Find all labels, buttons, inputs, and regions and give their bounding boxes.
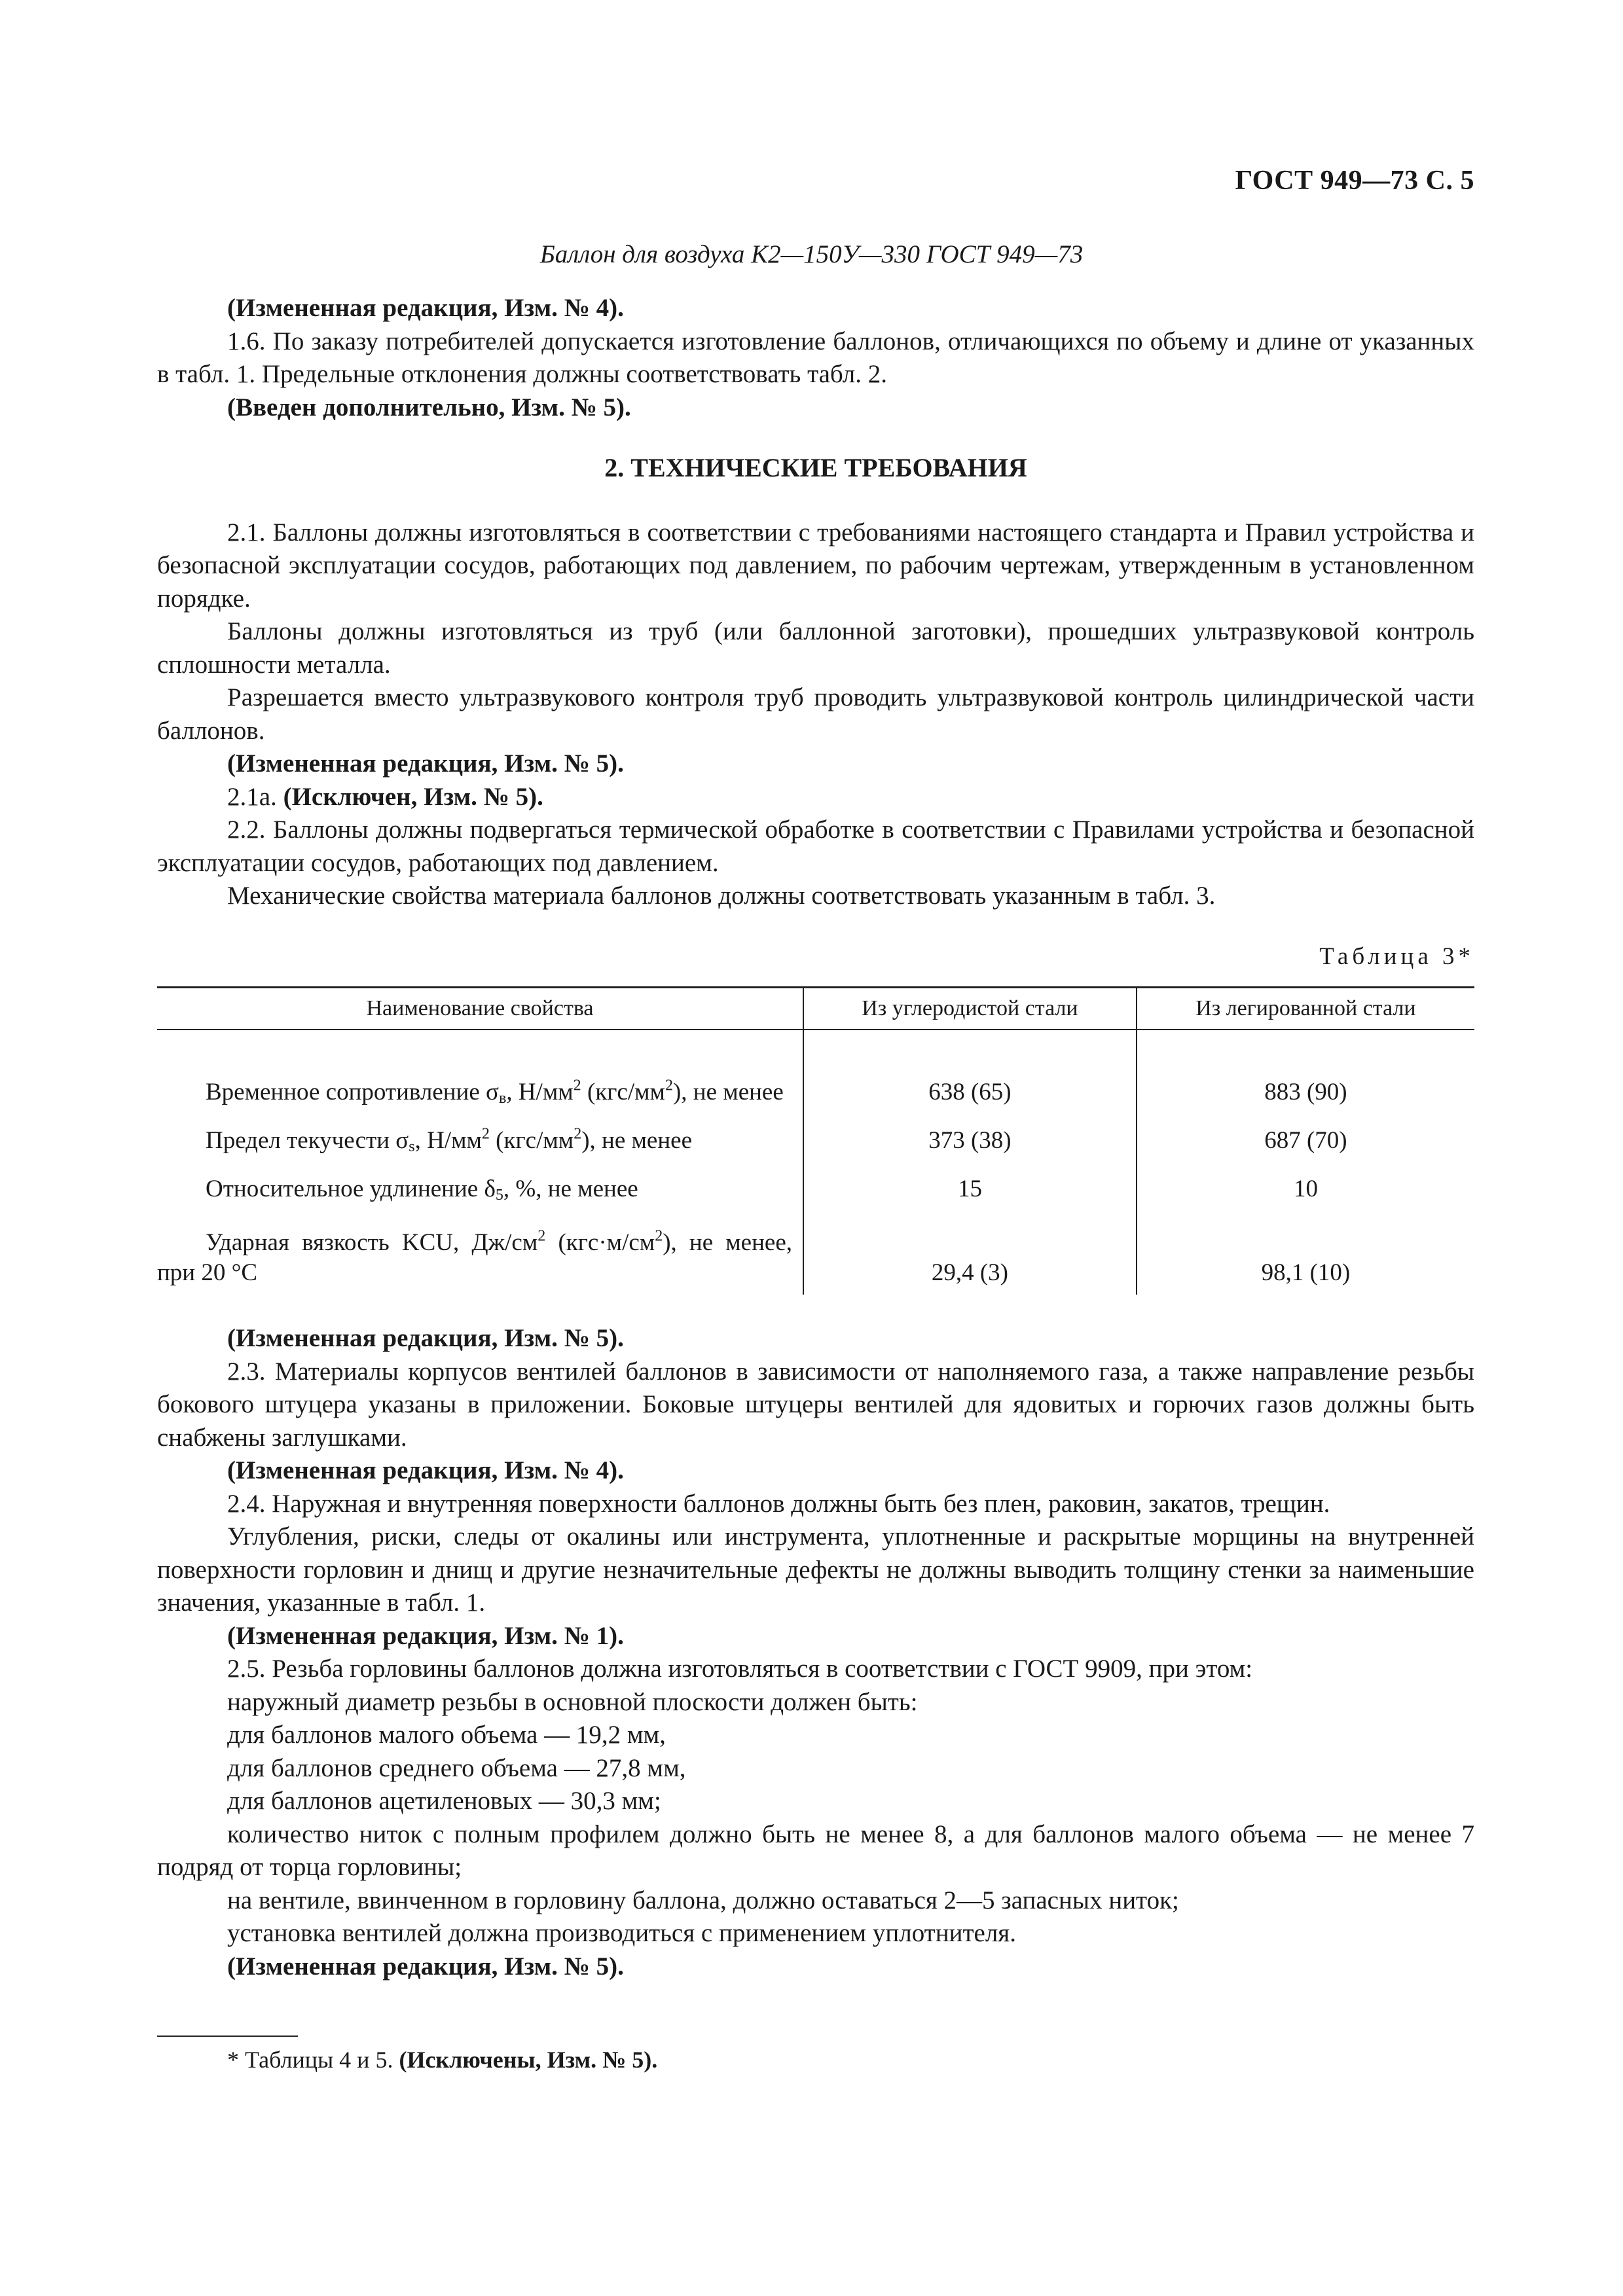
alloy-value: 98,1 (10) — [1261, 1259, 1351, 1286]
list-item: для баллонов ацетиленовых — 30,3 мм; — [227, 1787, 661, 1815]
paragraph: Углубления, риски, следы от окалины или инструмента, уплотненные и раскрытые морщины на внутренней поверхности горловин и днищ и другие незначительные дефекты не должны выводить толщину стенки за наименьшие значения, указанные в табл. 1. — [157, 1522, 1474, 1617]
post-table-text — [157, 1322, 1474, 1983]
amendment-note: (Измененная редакция, Изм. № 5). — [227, 1324, 624, 1352]
table-row — [157, 1162, 1474, 1211]
paragraph: на вентиле, ввинченном в горловину баллона, должно оставаться 2—5 запасных ниток; — [227, 1886, 1179, 1914]
footnote-text: * Таблицы 4 и 5. — [227, 2047, 393, 2073]
paragraph: 2.1. Баллоны должны изготовляться в соответствии с требованиями настоящего стандарта и Правил устройства и безопасной эксплуатации сосудов, работающих под давлением, по рабочим чертежам, утвержденным в установленном порядке. — [157, 518, 1474, 613]
paragraph: количество ниток с полным профилем должно быть не менее 8, а для баллонов малого объема — не менее 7 подряд от торца горловины; — [157, 1820, 1474, 1881]
properties-table — [157, 986, 1474, 1295]
paragraph: Баллоны должны изготовляться из труб (или баллонной заготовки), прошедших ультразвуковой контроль сплошности металла. — [157, 617, 1474, 679]
header-carbon-steel: Из углеродистой стали — [803, 988, 1137, 1030]
footnote-amendment: (Исключены, Изм. № 5). — [399, 2047, 658, 2073]
amendment-note: (Измененная редакция, Изм. № 5). — [227, 1952, 624, 1981]
table-row — [157, 1030, 1474, 1114]
property-name: Предел текучести σs, $Н/мм^2$ $(кгс/мм^2)$, не менее — [157, 1114, 803, 1162]
table-row — [157, 1114, 1474, 1162]
paragraph: 2.4. Наружная и внутренняя поверхности баллонов должны быть без плен, раковин, закатов, трещин. — [227, 1489, 1330, 1518]
amendment-note: (Измененная редакция, Изм. № 1). — [227, 1621, 624, 1650]
carbon-value: 15 — [803, 1162, 1137, 1211]
table-header-row — [157, 988, 1474, 1030]
paragraph: 2.2. Баллоны должны подвергаться термической обработке в соответствии с Правилами устройства и безопасной эксплуатации сосудов, работающих под давлением. — [157, 816, 1474, 877]
carbon-value: 29,4 (3) — [803, 1211, 1137, 1295]
section-title: 2. ТЕХНИЧЕСКИЕ ТРЕБОВАНИЯ — [604, 453, 1027, 482]
alloy-value: 10 — [1293, 1175, 1318, 1202]
amendment-note: (Измененная редакция, Изм. № 4). — [227, 1456, 624, 1484]
amendment-note: (Исключен, Изм. № 5). — [283, 782, 543, 811]
footnote — [227, 2046, 657, 2073]
alloy-value: 687 (70) — [1264, 1127, 1347, 1154]
list-item: для баллонов малого объема — 19,2 мм, — [227, 1721, 666, 1749]
carbon-value: 373 (38) — [803, 1114, 1137, 1162]
list-item: для баллонов среднего объема — 27,8 мм, — [227, 1753, 686, 1782]
alloy-value: 883 (90) — [1264, 1079, 1347, 1105]
property-name: Относительное удлинение δ5, %, не менее — [157, 1162, 803, 1211]
amendment-note: (Измененная редакция, Изм. № 5). — [227, 749, 624, 778]
header-property: Наименование свойства — [157, 988, 803, 1030]
document-body — [157, 292, 1474, 1983]
paragraph: 2.5. Резьба горловины баллонов должна изготовляться в соответствии с ГОСТ 9909, при этом: — [227, 1655, 1253, 1683]
amendment-note: (Измененная редакция, Изм. № 4). — [227, 294, 624, 322]
paragraph — [157, 781, 1474, 814]
designation-example: Баллон для воздуха К2—150У—330 ГОСТ 949—73 — [539, 240, 1084, 268]
paragraph: установка вентилей должна производиться с применением уплотнителя. — [227, 1919, 1016, 1947]
property-name: Временное сопротивление σв, $Н/мм^2$ $(кгс/мм^2)$, не менее — [157, 1030, 803, 1114]
table-caption: Таблица 3* — [1319, 942, 1474, 970]
clause-number: 2.1а. — [227, 782, 277, 811]
paragraph: 1.6. По заказу потребителей допускается изготовление баллонов, отличающихся по объему и длине от указанных в табл. 1. Предельные отклонения должны соответствовать табл. 2. — [157, 327, 1474, 388]
paragraph: 2.3. Материалы корпусов вентилей баллонов в зависимости от наполняемого газа, а также направление резьбы бокового штуцера указаны в приложении. Боковые штуцеры вентилей для ядовитых и горючих газов должны быть снабжены заглушками. — [157, 1357, 1474, 1452]
table-row — [157, 1211, 1474, 1295]
paragraph: Разрешается вместо ультразвукового контроля труб проводить ультразвуковой контроль цилиндрической части баллонов. — [157, 683, 1474, 745]
paragraph: наружный диаметр резьбы в основной плоскости должен быть: — [227, 1687, 918, 1716]
footnote-separator — [157, 2036, 298, 2037]
carbon-value: 638 (65) — [803, 1030, 1137, 1114]
paragraph: Механические свойства материала баллонов должны соответствовать указанным в табл. 3. — [227, 882, 1216, 910]
amendment-note: (Введен дополнительно, Изм. № 5). — [227, 393, 631, 422]
page-header: ГОСТ 949—73 С. 5 — [1235, 166, 1474, 196]
header-alloy-steel: Из легированной стали — [1137, 988, 1474, 1030]
property-name: Ударная вязкость KCU, $Дж/см^2$ $(кгс\cdot м/см^2)$, не менее, при 20 °С — [157, 1211, 803, 1295]
